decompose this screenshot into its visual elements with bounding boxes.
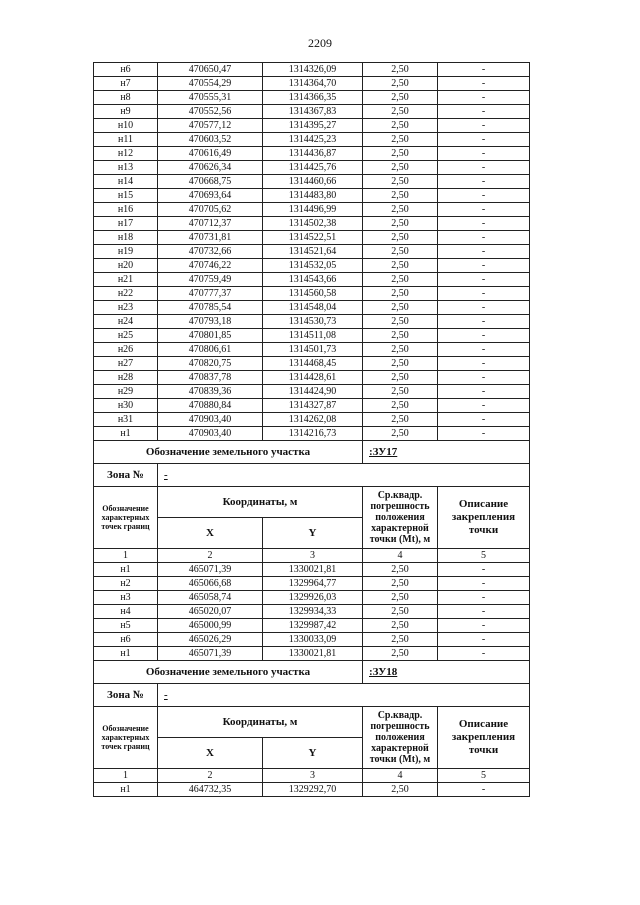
coord-x: 470801,85: [158, 329, 263, 343]
table-row: [94, 245, 530, 259]
fixing-description: -: [438, 217, 530, 231]
table-row: [94, 203, 530, 217]
error-value: 2,50: [363, 301, 438, 315]
coord-x: 465071,39: [158, 647, 263, 661]
coord-y: 1314395,27: [263, 119, 363, 133]
table-row: [94, 147, 530, 161]
table-row: [94, 633, 530, 647]
fixing-description: -: [438, 203, 530, 217]
coord-y: 1314468,45: [263, 357, 363, 371]
coord-x: 465000,99: [158, 619, 263, 633]
coord-x: 470650,47: [158, 63, 263, 77]
coord-x: 470777,37: [158, 287, 263, 301]
table-row: [94, 175, 530, 189]
coord-x: 464732,35: [158, 783, 263, 797]
coord-x: 470668,75: [158, 175, 263, 189]
fixing-description: -: [438, 175, 530, 189]
table-row: [94, 231, 530, 245]
fixing-description: -: [438, 577, 530, 591]
point-id: н7: [94, 77, 158, 91]
fixing-description: -: [438, 591, 530, 605]
table-row: [94, 259, 530, 273]
error-value: 2,50: [363, 133, 438, 147]
coord-y: 1330021,81: [263, 647, 363, 661]
coord-x: 470820,75: [158, 357, 263, 371]
table-row: [94, 133, 530, 147]
header-points: Обозначение характерных точек границ: [94, 487, 158, 549]
coord-y: 1314364,70: [263, 77, 363, 91]
fixing-description: -: [438, 287, 530, 301]
point-id: н13: [94, 161, 158, 175]
coord-x: 470712,37: [158, 217, 263, 231]
point-id: н30: [94, 399, 158, 413]
table-row: [94, 647, 530, 661]
point-id: н19: [94, 245, 158, 259]
fixing-description: -: [438, 605, 530, 619]
fixing-description: -: [438, 783, 530, 797]
coord-x: 470837,78: [158, 371, 263, 385]
error-value: 2,50: [363, 633, 438, 647]
fixing-description: -: [438, 329, 530, 343]
coord-y: 1314502,38: [263, 217, 363, 231]
table-row: [94, 577, 530, 591]
error-value: 2,50: [363, 259, 438, 273]
point-id: н17: [94, 217, 158, 231]
table-row: [94, 619, 530, 633]
block1-rows: [94, 63, 530, 441]
point-id: н16: [94, 203, 158, 217]
fixing-description: -: [438, 259, 530, 273]
error-value: 2,50: [363, 77, 438, 91]
fixing-description: -: [438, 133, 530, 147]
error-value: 2,50: [363, 783, 438, 797]
fixing-description: -: [438, 147, 530, 161]
point-id: н21: [94, 273, 158, 287]
table-row: [94, 357, 530, 371]
page-number: 2209: [308, 36, 332, 50]
point-id: н1: [94, 783, 158, 797]
coord-y: 1314511,08: [263, 329, 363, 343]
coord-x: 470626,34: [158, 161, 263, 175]
header-y: Y: [263, 738, 363, 769]
header-num-1: 1: [94, 769, 158, 783]
coord-x: 465020,07: [158, 605, 263, 619]
error-value: 2,50: [363, 119, 438, 133]
coord-y: 1329292,70: [263, 783, 363, 797]
point-id: н31: [94, 413, 158, 427]
error-value: 2,50: [363, 385, 438, 399]
coord-x: 470603,52: [158, 133, 263, 147]
fixing-description: -: [438, 413, 530, 427]
table-row: [94, 329, 530, 343]
plot2-rows: [94, 783, 530, 797]
point-id: н1: [94, 427, 158, 441]
error-value: 2,50: [363, 91, 438, 105]
fixing-description: -: [438, 91, 530, 105]
fixing-description: -: [438, 189, 530, 203]
point-id: н5: [94, 619, 158, 633]
table-row: [94, 63, 530, 77]
coord-y: 1329926,03: [263, 591, 363, 605]
error-value: 2,50: [363, 315, 438, 329]
point-id: н6: [94, 633, 158, 647]
header-num-3: 3: [263, 769, 363, 783]
coord-x: 470555,31: [158, 91, 263, 105]
fixing-description: -: [438, 301, 530, 315]
table-row: [94, 371, 530, 385]
plot1-rows: [94, 563, 530, 661]
table-row: [94, 315, 530, 329]
coord-y: 1314530,73: [263, 315, 363, 329]
table-row: [94, 119, 530, 133]
fixing-description: -: [438, 619, 530, 633]
table-row: [94, 217, 530, 231]
coord-y: 1314522,51: [263, 231, 363, 245]
table-row: [94, 605, 530, 619]
coord-y: 1314425,23: [263, 133, 363, 147]
point-id: н12: [94, 147, 158, 161]
coord-x: 470759,49: [158, 273, 263, 287]
coord-y: 1314521,64: [263, 245, 363, 259]
zone-label: Зона №: [94, 464, 158, 487]
error-value: 2,50: [363, 189, 438, 203]
coord-x: 470903,40: [158, 427, 263, 441]
point-id: н29: [94, 385, 158, 399]
coord-y: 1314560,58: [263, 287, 363, 301]
error-value: 2,50: [363, 591, 438, 605]
error-value: 2,50: [363, 175, 438, 189]
header-num-2: 2: [158, 549, 263, 563]
point-id: н25: [94, 329, 158, 343]
plot-id: :ЗУ18: [363, 661, 530, 684]
coord-x: 470746,22: [158, 259, 263, 273]
point-id: н26: [94, 343, 158, 357]
fixing-description: -: [438, 63, 530, 77]
coord-x: 470785,54: [158, 301, 263, 315]
header-num-1: 1: [94, 549, 158, 563]
fixing-description: -: [438, 357, 530, 371]
point-id: н6: [94, 63, 158, 77]
error-value: 2,50: [363, 427, 438, 441]
zone-value: -: [158, 464, 530, 487]
table-row: [94, 301, 530, 315]
point-id: н23: [94, 301, 158, 315]
coord-x: 470705,62: [158, 203, 263, 217]
header-num-2: 2: [158, 769, 263, 783]
coord-x: 470903,40: [158, 413, 263, 427]
table-row: [94, 591, 530, 605]
fixing-description: -: [438, 105, 530, 119]
coord-y: 1314548,04: [263, 301, 363, 315]
error-value: 2,50: [363, 105, 438, 119]
fixing-description: -: [438, 273, 530, 287]
table-row: [94, 273, 530, 287]
coord-x: 465071,39: [158, 563, 263, 577]
coord-y: 1314262,08: [263, 413, 363, 427]
error-value: 2,50: [363, 161, 438, 175]
coord-y: 1314483,80: [263, 189, 363, 203]
coord-y: 1314216,73: [263, 427, 363, 441]
fixing-description: -: [438, 385, 530, 399]
table-row: [94, 343, 530, 357]
error-value: 2,50: [363, 619, 438, 633]
header-error: Ср.квадр. погрешность положения характерной точки (Мt), м: [363, 487, 438, 549]
table-row: [94, 783, 530, 797]
point-id: н18: [94, 231, 158, 245]
coord-y: 1314436,87: [263, 147, 363, 161]
point-id: н14: [94, 175, 158, 189]
error-value: 2,50: [363, 343, 438, 357]
fixing-description: -: [438, 647, 530, 661]
coord-x: 470806,61: [158, 343, 263, 357]
plot-section-zu18: [94, 661, 530, 783]
coord-y: 1314425,76: [263, 161, 363, 175]
coord-y: 1314543,66: [263, 273, 363, 287]
coord-x: 470731,81: [158, 231, 263, 245]
table-row: [94, 287, 530, 301]
point-id: н28: [94, 371, 158, 385]
coord-x: 465066,68: [158, 577, 263, 591]
header-x: X: [158, 518, 263, 549]
fixing-description: -: [438, 245, 530, 259]
coord-y: 1314501,73: [263, 343, 363, 357]
table-row: [94, 77, 530, 91]
coord-y: 1314366,35: [263, 91, 363, 105]
coord-y: 1314367,83: [263, 105, 363, 119]
coord-x: 470616,49: [158, 147, 263, 161]
coord-x: 470554,29: [158, 77, 263, 91]
error-value: 2,50: [363, 147, 438, 161]
table-row: [94, 189, 530, 203]
header-num-5: 5: [438, 549, 530, 563]
coord-y: 1329934,33: [263, 605, 363, 619]
plot-id: :ЗУ17: [363, 441, 530, 464]
error-value: 2,50: [363, 203, 438, 217]
point-id: н24: [94, 315, 158, 329]
point-id: н11: [94, 133, 158, 147]
error-value: 2,50: [363, 63, 438, 77]
coord-y: 1314428,61: [263, 371, 363, 385]
error-value: 2,50: [363, 577, 438, 591]
coord-y: 1330021,81: [263, 563, 363, 577]
point-id: н3: [94, 591, 158, 605]
header-coords: Координаты, м: [158, 707, 363, 738]
point-id: н27: [94, 357, 158, 371]
point-id: н15: [94, 189, 158, 203]
header-num-3: 3: [263, 549, 363, 563]
header-y: Y: [263, 518, 363, 549]
header-coords: Координаты, м: [158, 487, 363, 518]
point-id: н10: [94, 119, 158, 133]
header-description: Описание закрепления точки: [438, 487, 530, 549]
coord-y: 1314460,66: [263, 175, 363, 189]
point-id: н8: [94, 91, 158, 105]
error-value: 2,50: [363, 245, 438, 259]
zone-value: -: [158, 684, 530, 707]
coord-y: 1314424,90: [263, 385, 363, 399]
error-value: 2,50: [363, 357, 438, 371]
coord-x: 470577,12: [158, 119, 263, 133]
table-row: [94, 161, 530, 175]
error-value: 2,50: [363, 605, 438, 619]
point-id: н1: [94, 563, 158, 577]
fixing-description: -: [438, 77, 530, 91]
header-x: X: [158, 738, 263, 769]
coord-x: 470732,66: [158, 245, 263, 259]
coord-x: 465026,29: [158, 633, 263, 647]
coord-y: 1330033,09: [263, 633, 363, 647]
table-row: [94, 399, 530, 413]
coord-y: 1314532,05: [263, 259, 363, 273]
point-id: н20: [94, 259, 158, 273]
error-value: 2,50: [363, 647, 438, 661]
fixing-description: -: [438, 427, 530, 441]
fixing-description: -: [438, 231, 530, 245]
coord-y: 1314327,87: [263, 399, 363, 413]
coord-y: 1329987,42: [263, 619, 363, 633]
plot-section-zu17: [94, 441, 530, 563]
point-id: н4: [94, 605, 158, 619]
fixing-description: -: [438, 119, 530, 133]
error-value: 2,50: [363, 329, 438, 343]
point-id: н22: [94, 287, 158, 301]
table-row: [94, 105, 530, 119]
point-id: н9: [94, 105, 158, 119]
header-points: Обозначение характерных точек границ: [94, 707, 158, 769]
coord-x: 470880,84: [158, 399, 263, 413]
coord-x: 470793,18: [158, 315, 263, 329]
header-description: Описание закрепления точки: [438, 707, 530, 769]
error-value: 2,50: [363, 399, 438, 413]
coord-x: 465058,74: [158, 591, 263, 605]
fixing-description: -: [438, 315, 530, 329]
table-row: [94, 385, 530, 399]
error-value: 2,50: [363, 273, 438, 287]
fixing-description: -: [438, 633, 530, 647]
table-row: [94, 413, 530, 427]
fixing-description: -: [438, 371, 530, 385]
coord-x: 470839,36: [158, 385, 263, 399]
error-value: 2,50: [363, 287, 438, 301]
error-value: 2,50: [363, 231, 438, 245]
table-row: [94, 563, 530, 577]
point-id: н2: [94, 577, 158, 591]
coord-x: 470552,56: [158, 105, 263, 119]
fixing-description: -: [438, 399, 530, 413]
coord-x: 470693,64: [158, 189, 263, 203]
fixing-description: -: [438, 161, 530, 175]
error-value: 2,50: [363, 217, 438, 231]
table-row: [94, 91, 530, 105]
fixing-description: -: [438, 563, 530, 577]
point-id: н1: [94, 647, 158, 661]
boundary-points-table: [93, 62, 530, 797]
plot-label: Обозначение земельного участка: [94, 661, 363, 684]
header-error: Ср.квадр. погрешность положения характерной точки (Мt), м: [363, 707, 438, 769]
error-value: 2,50: [363, 371, 438, 385]
table-row: [94, 427, 530, 441]
fixing-description: -: [438, 343, 530, 357]
coord-y: 1314496,99: [263, 203, 363, 217]
coord-y: 1329964,77: [263, 577, 363, 591]
error-value: 2,50: [363, 563, 438, 577]
header-num-5: 5: [438, 769, 530, 783]
error-value: 2,50: [363, 413, 438, 427]
header-num-4: 4: [363, 549, 438, 563]
coord-y: 1314326,09: [263, 63, 363, 77]
header-num-4: 4: [363, 769, 438, 783]
plot-label: Обозначение земельного участка: [94, 441, 363, 464]
zone-label: Зона №: [94, 684, 158, 707]
